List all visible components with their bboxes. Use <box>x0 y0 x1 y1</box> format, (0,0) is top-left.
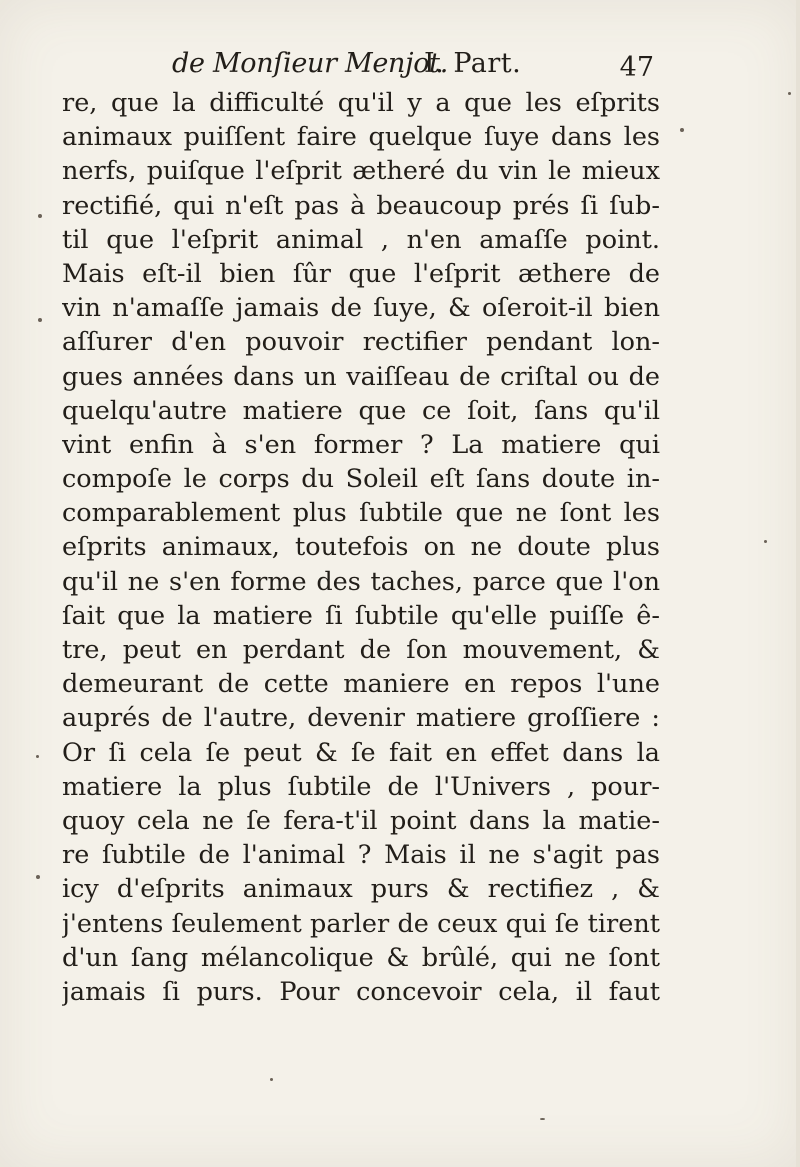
text-line: d'un ſang mélancolique & brûlé, qui ne ſont <box>62 942 660 973</box>
text-line: demeurant de cette maniere en repos l'une <box>62 669 660 700</box>
text-line: tre, peut en perdant de ſon mouvement, & <box>62 635 660 665</box>
text-line: qu'il ne s'en forme des taches, parce que l'on <box>62 566 660 597</box>
ink-speck <box>788 92 791 95</box>
page-number: 47 <box>619 52 654 83</box>
text-line: vin n'amaſſe jamais de ſuye, & oſeroit-il bien <box>62 293 660 324</box>
text-line: animaux puiſſent faire quelque ſuye dans les <box>62 122 660 153</box>
text-line: Or ſi cela ſe peut & ſe fait en effet dans la <box>62 737 660 768</box>
text-line: quoy cela ne ſe fera-t'il point dans la matie- <box>62 805 660 836</box>
text-line: auprés de l'autre, devenir matiere groſſiere : <box>62 703 660 734</box>
ink-speck <box>680 128 684 132</box>
text-line: Mais eſt-il bien ſûr que l'eſprit æthere de <box>62 258 660 289</box>
ink-speck <box>540 1118 545 1120</box>
ink-speck <box>38 214 42 218</box>
running-head-part: I. Part. <box>424 48 522 79</box>
running-head <box>62 46 660 82</box>
ink-speck <box>270 1078 273 1081</box>
text-line: ſait que la matiere ſi ſubtile qu'elle puiſſe ê- <box>62 600 660 631</box>
text-line: jamais ſi purs. Pour concevoir cela, il faut <box>62 976 660 1007</box>
ink-speck <box>764 540 767 543</box>
text-line: icy d'eſprits animaux purs & rectifiez , & <box>62 874 660 905</box>
text-line: vint enfin à s'en former ? La matiere qui <box>62 429 660 460</box>
text-line: matiere la plus ſubtile de l'Univers , pour- <box>62 771 660 802</box>
running-head-title: de Monſieur Menjot. <box>172 48 448 79</box>
text-line: comparablement plus ſubtile que ne ſont les <box>62 498 660 529</box>
body-text <box>62 86 660 1009</box>
ink-speck <box>38 318 42 322</box>
text-line: rectifié, qui n'eſt pas à beaucoup prés ſi ſub- <box>62 190 660 221</box>
text-line: quelqu'autre matiere que ce ſoit, ſans qu'il <box>62 395 660 426</box>
ink-speck <box>36 755 39 758</box>
ink-speck <box>36 875 40 879</box>
text-line: j'entens ſeulement parler de ceux qui ſe tirent <box>62 908 660 939</box>
text-line: compoſe le corps du Soleil eſt ſans doute in- <box>62 464 660 495</box>
text-line: gues années dans un vaiſſeau de criſtal ou de <box>62 361 660 392</box>
text-line: til que l'eſprit animal , n'en amaſſe point. <box>62 224 660 255</box>
page-edge <box>796 0 800 1167</box>
text-line: nerfs, puiſque l'eſprit ætheré du vin le mieux <box>62 156 660 187</box>
text-line: re, que la difficulté qu'il y a que les eſprits <box>62 88 660 118</box>
text-line: eſprits animaux, toutefois on ne doute plus <box>62 532 660 563</box>
text-line: re ſubtile de l'animal ? Mais il ne s'agit pas <box>62 840 660 871</box>
text-line: aſſurer d'en pouvoir rectifier pendant lon- <box>62 327 660 358</box>
